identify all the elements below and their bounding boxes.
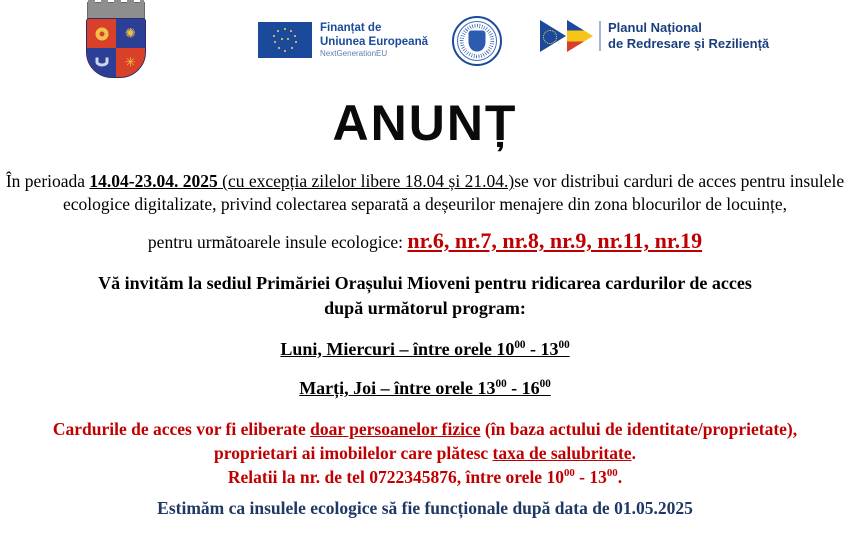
eu-logo-line1: Finanțat de	[320, 22, 382, 34]
eu-logo-line3: NextGenerationEU	[320, 49, 388, 59]
shield-icon	[86, 18, 146, 78]
mural-crown-icon	[87, 2, 145, 19]
schedule-2-days: Marți, Joi	[299, 378, 377, 399]
schedule-row-1	[4, 338, 846, 362]
contact-phone-number[interactable]: 0722345876	[369, 467, 457, 488]
footer-estimate-line: Estimăm ca insulele ecologice să fie funcționale după data de 01.05.2025	[157, 497, 693, 518]
intro-before-dates: În perioada	[5, 171, 90, 191]
intro-remainder: se vor distribui carduri de acces pentru insulele ecologice digitalizate, privind colectarea separată a deșeurilor menajere din zona blocurilor de locuințe,	[63, 171, 845, 215]
conditions-segment-5: .	[631, 443, 636, 464]
schedule-2-end-min: 00	[539, 378, 551, 391]
distribution-period-dates: 14.04-23.04. 2025	[89, 171, 218, 191]
pnrr-arrows-icon	[540, 20, 593, 52]
eu-funding-logo	[258, 22, 428, 59]
conditions-natural-persons-emphasis: doar persoanelor fizice	[310, 419, 481, 440]
intro-exception-note: (cu excepția zilelor libere 18.04 și 21.04.)	[217, 171, 515, 191]
intro-paragraph	[4, 170, 846, 216]
schedule-1-start-min: 00	[514, 338, 526, 351]
invitation-line-2: după următorul program:	[324, 298, 526, 319]
coat-of-arms-mioveni-icon	[78, 2, 152, 78]
logo-header-strip	[0, 0, 850, 80]
islands-line	[4, 226, 846, 255]
contact-end-hour: 13	[589, 467, 607, 488]
contact-prefix: Relatii la nr. de tel	[227, 467, 370, 488]
contact-start-min: 00	[563, 467, 575, 480]
pnrr-logo-line1: Planul Național	[608, 20, 702, 36]
schedule-1-start-hour: 10	[496, 338, 515, 359]
contact-middle: , între orele	[456, 467, 547, 488]
conditions-block	[4, 417, 846, 489]
page-title: ANUNȚ	[332, 95, 518, 151]
schedule-row-2	[4, 377, 846, 401]
islands-label: pentru următoarele insule ecologice:	[147, 232, 408, 253]
schedule-1-end-hour: 13	[540, 338, 559, 359]
invitation-block	[4, 271, 846, 321]
seal-coat-of-arms-icon	[469, 31, 486, 52]
announcement-body	[0, 170, 850, 520]
schedule-1-dash: -	[525, 338, 541, 359]
schedule-2-end-hour: 16	[521, 378, 540, 399]
pnrr-divider	[599, 21, 601, 51]
contact-dash: -	[574, 467, 590, 488]
schedule-2-separator: – între orele	[376, 378, 478, 399]
pnrr-logo	[540, 20, 769, 52]
sun-charge-icon: ✳	[125, 55, 136, 70]
schedule-1-end-min: 00	[558, 338, 570, 351]
schedule-2-start-hour: 13	[477, 378, 496, 399]
contact-start-hour: 10	[546, 467, 564, 488]
schedule-1-days: Luni, Miercuri	[280, 338, 396, 359]
contact-line	[44, 465, 806, 489]
eu-logo-line2: Uniunea Europeană	[320, 35, 428, 48]
conditions-segment-1: Cardurile de acces vor fi eliberate	[52, 419, 311, 440]
conditions-sanitation-tax-emphasis: taxa de salubritate	[492, 443, 632, 464]
government-of-romania-seal-icon	[452, 16, 502, 66]
invitation-line-1: Vă invităm la sediul Primăriei Orașului Mioveni pentru ridicarea cardurilor de acces	[98, 273, 752, 294]
schedule-2-start-min: 00	[495, 378, 507, 391]
schedule-1-separator: – între orele	[395, 338, 497, 359]
chevron-charge-icon	[95, 57, 108, 66]
schedule-2-dash: -	[506, 378, 522, 399]
seal-ring-text	[454, 18, 500, 64]
contact-suffix: .	[617, 467, 623, 488]
contact-end-min: 00	[606, 467, 618, 480]
pnrr-logo-line2: de Redresare și Reziliență	[608, 36, 770, 51]
ring-charge-icon	[95, 27, 108, 40]
schedule-block	[4, 338, 846, 402]
gear-charge-icon: ✺	[125, 26, 136, 41]
islands-numbers: nr.6, nr.7, nr.8, nr.9, nr.11, nr.19	[407, 228, 703, 254]
eu-flag-icon	[258, 22, 312, 58]
conditions-segment-3: (în baza actului de identitate/proprietate), proprietari ai imobilelor care plătesc	[214, 419, 798, 464]
